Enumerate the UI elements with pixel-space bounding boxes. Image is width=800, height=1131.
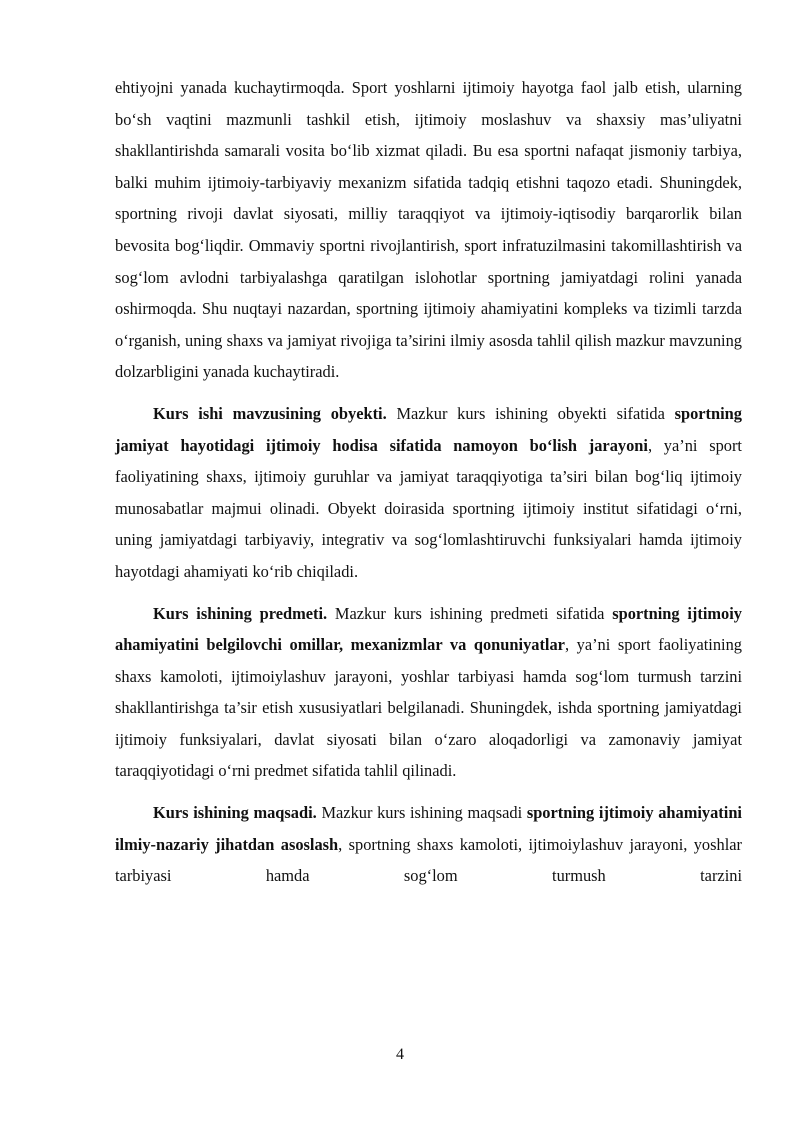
goal-lead: Mazkur kurs ishining maqsadi xyxy=(316,803,527,823)
subject-rest: , ya’ni sport faoliyatining shaxs kamoloti, ijtimoiylashuv jarayoni, yoshlar tarbiyasi hamda sog‘lom turmush tarzini shakllantirishga ta’sir etish xususiyatlari belgilanadi. Shuningdek, ishda sportning jamiyatdagi ijtimoiy funksiyalari, davlat siyosati bilan o‘zaro aloqadorligi va zamonaviy jamiyat taraqqiyotidagi o‘rni predmet sifatida tahlil qilinadi. xyxy=(115,635,742,781)
goal-heading: Kurs ishining maqsadi. xyxy=(153,803,317,823)
object-heading: Kurs ishi mavzusining obyekti. xyxy=(153,403,387,423)
subject-lead: Mazkur kurs ishining predmeti sifatida xyxy=(327,603,613,623)
object-lead: Mazkur kurs ishining obyekti sifatida xyxy=(386,403,675,423)
object-rest: , ya’ni sport faoliyatining shaxs, ijtimoiy guruhlar va jamiyat taraqqiyotiga ta’siri bilan bog‘liq ijtimoiy munosabatlar majmui olinadi. Obyekt doirasida sportning ijtimoiy institut sifatidagi o‘rni, uning jamiyatdagi tarbiyaviy, integrativ va sog‘lomlashtiruvchi funksiyalari hamda ijtimoiy hayotdagi ahamiyati ko‘rib chiqiladi. xyxy=(115,435,742,581)
body-text xyxy=(115,72,742,902)
paragraph-goal xyxy=(115,797,742,892)
goal-emphasis: sportning ijtimoiy ahamiyatini ilmiy-nazariy jihatdan asoslash xyxy=(115,803,742,854)
page-number: 4 xyxy=(396,1046,404,1063)
paragraph-intro: ehtiyojni yanada kuchaytirmoqda. Sport yoshlarni ijtimoiy hayotga faol jalb etish, ularning bo‘sh vaqtini mazmunli tashkil etish, ijtimoiy moslashuv va shaxsiy mas’uliyatni shakllantirishda samarali vosita bo‘lib xizmat qiladi. Bu esa sportni nafaqat jismoniy tarbiya, balki muhim ijtimoiy-tarbiyaviy mexanizm sifatida tadqiq etishni taqozo etadi. Shuningdek, sportning rivoji davlat siyosati, milliy taraqqiyot va ijtimoiy-iqtisodiy barqarorlik bilan bevosita bog‘liqdir. Ommaviy sportni rivojlantirish, sport infratuzilmasini takomillashtirish va sog‘lom avlodni tarbiyalashga qaratilgan islohotlar sportning jamiyatdagi rolini yanada oshirmoqda. Shu nuqtayi nazardan, sportning ijtimoiy ahamiyatini kompleks va tizimli tarzda o‘rganish, uning shaxs va jamiyat rivojiga ta’sirini ilmiy asosda tahlil qilish mazkur mavzuning dolzarbligini yanada kuchaytiradi. xyxy=(115,78,742,382)
subject-emphasis: sportning ijtimoiy ahamiyatini belgilovchi omillar, mexanizmlar va qonuniyatlar xyxy=(115,603,743,655)
object-emphasis: sportning jamiyat hayotidagi ijtimoiy hodisa sifatida namoyon bo‘lish jarayoni xyxy=(115,403,742,455)
subject-heading: Kurs ishining predmeti. xyxy=(153,603,328,623)
paragraph-subject xyxy=(115,598,742,788)
goal-rest: , sportning shaxs kamoloti, ijtimoiylashuv jarayoni, yoshlar tarbiyasi hamda sog‘lom turmush tarzini xyxy=(115,834,742,886)
paragraph-object xyxy=(115,398,742,588)
